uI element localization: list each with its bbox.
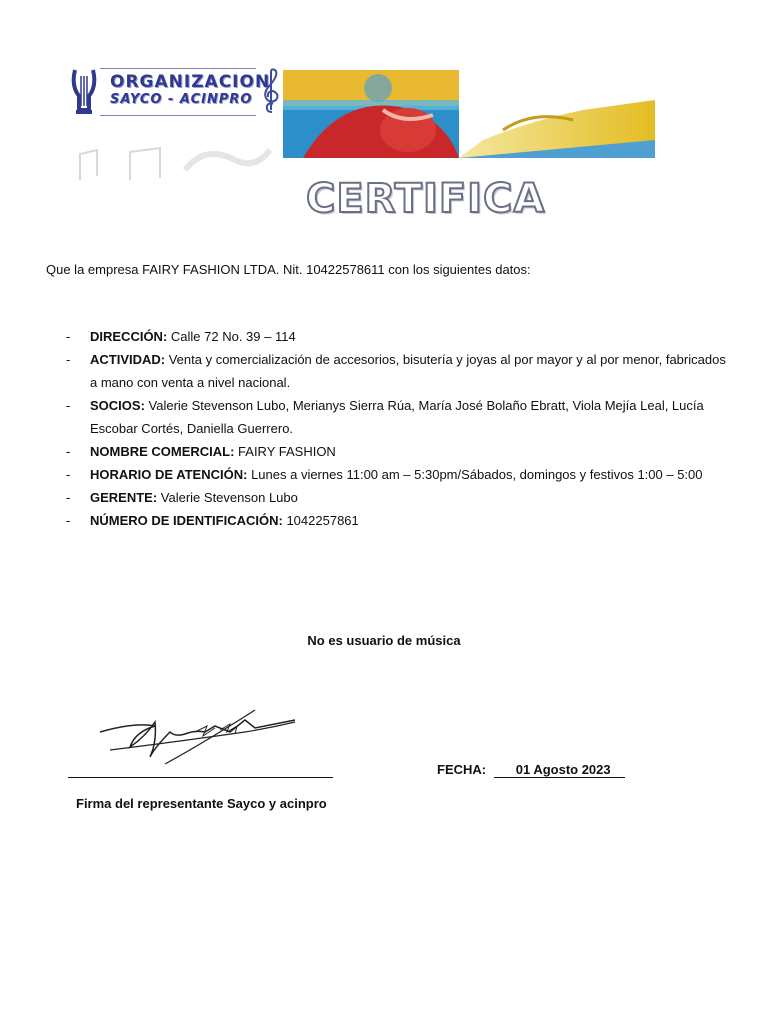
item-label: DIRECCIÓN: — [90, 329, 168, 344]
list-item-socios — [66, 394, 726, 440]
list-dash: - — [66, 490, 71, 505]
treble-clef-icon — [260, 66, 282, 116]
no-music-statement: No es usuario de música — [307, 633, 461, 648]
item-label: HORARIO DE ATENCIÓN: — [90, 467, 248, 482]
intro-text: Que la empresa FAIRY FASHION LTDA. Nit. 10422578611 con los siguientes datos: — [46, 262, 531, 277]
lyre-icon — [70, 66, 98, 116]
list-dash: - — [66, 352, 71, 367]
signature-line — [68, 777, 333, 778]
item-value: 1042257861 — [282, 513, 359, 528]
item-value: Venta y comercialización de accesorios, bisutería y joyas al por mayor y al por menor, fabricados a mano con venta a nivel nacional. — [90, 352, 726, 390]
list-item-nombre-comercial — [66, 440, 726, 463]
list-item-horario — [66, 463, 726, 486]
list-item-direccion — [66, 325, 726, 348]
handwritten-signature — [95, 702, 305, 772]
signature-caption: Firma del representante Sayco y acinpro — [76, 796, 327, 811]
list-item-gerente — [66, 486, 726, 509]
item-value: Valerie Stevenson Lubo, Merianys Sierra Rúa, María José Bolaño Ebratt, Viola Mejía Leal, Lucía Escobar Cortés, Daniella Guerrero. — [90, 398, 704, 436]
item-value: Lunes a viernes 11:00 am – 5:30pm/Sábados, domingos y festivos 1:00 – 5:00 — [247, 467, 703, 482]
list-dash: - — [66, 398, 71, 413]
list-dash: - — [66, 467, 71, 482]
date-field — [437, 762, 625, 778]
header-banner-image — [283, 70, 655, 160]
logo-title: ORGANIZACION — [110, 72, 271, 92]
logo-subtitle: SAYCO - ACINPRO — [110, 92, 253, 107]
item-value: FAIRY FASHION — [234, 444, 336, 459]
item-label: SOCIOS: — [90, 398, 145, 413]
sayco-acinpro-logo — [70, 64, 290, 118]
list-item-numero-identificacion — [66, 509, 726, 532]
list-dash: - — [66, 513, 71, 528]
list-dash: - — [66, 329, 71, 344]
faded-music-notes-decoration — [75, 140, 275, 184]
list-item-actividad — [66, 348, 726, 394]
company-details-list — [66, 325, 726, 532]
item-value: Calle 72 No. 39 – 114 — [167, 329, 296, 344]
item-label: ACTIVIDAD: — [90, 352, 166, 367]
date-value: 01 Agosto 2023 — [494, 762, 625, 778]
list-dash: - — [66, 444, 71, 459]
item-label: NOMBRE COMERCIAL: — [90, 444, 235, 459]
item-label: GERENTE: — [90, 490, 158, 505]
item-value: Valerie Stevenson Lubo — [157, 490, 298, 505]
document-title: CERTIFICA — [306, 176, 546, 222]
date-label: FECHA: — [437, 762, 487, 777]
item-label: NÚMERO DE IDENTIFICACIÓN: — [90, 513, 283, 528]
